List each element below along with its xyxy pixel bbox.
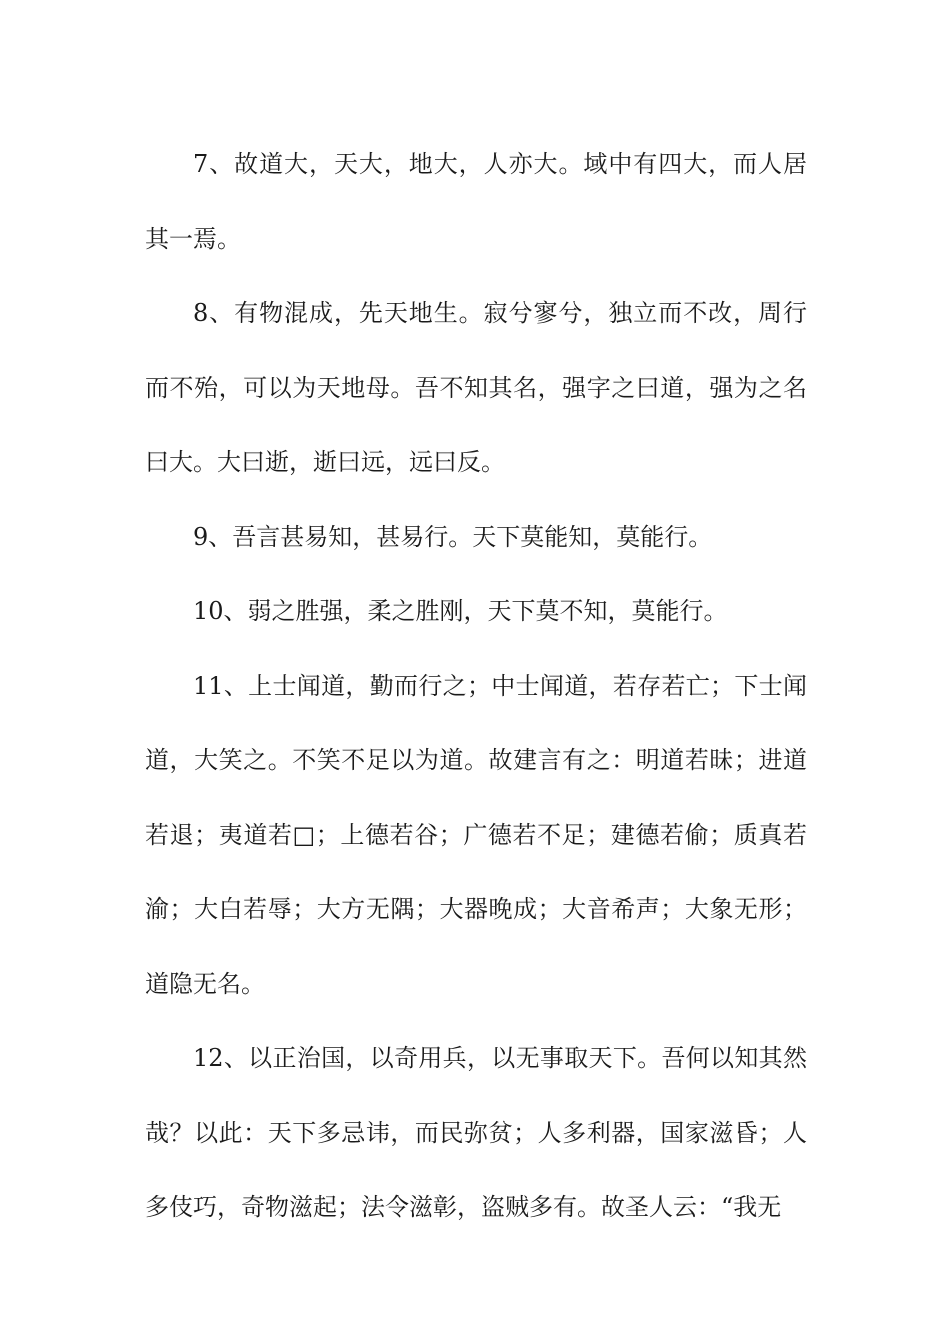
paragraph-8: 8、有物混成，先天地生。寂兮寥兮，独立而不改，周行而不殆，可以为天地母。吾不知其名，强字之曰道，强为之名曰大。大曰逝，逝曰远，远曰反。 bbox=[145, 299, 807, 476]
document-body bbox=[145, 127, 807, 1245]
paragraph-10: 10、弱之胜强，柔之胜刚，天下莫不知，莫能行。 bbox=[193, 597, 728, 625]
paragraph-9: 9、吾言甚易知，甚易行。天下莫能知，莫能行。 bbox=[193, 522, 713, 551]
paragraph-12: 12、以正治国，以奇用兵，以无事取天下。吾何以知其然哉？以此：天下多忌讳，而民弥贫；人多利器，国家滋昏；人多伎巧，奇物滋起；法令滋彰，盗贼多有。故圣人云：“我无 bbox=[145, 1044, 807, 1221]
paragraph-11: 11、上士闻道，勤而行之；中士闻道，若存若亡；下士闻道，大笑之。不笑不足以为道。故建言有之：明道若昧；进道若退；夷道若□；上德若谷；广德若不足；建德若偷；质真若渝；大白若辱；大方无隅；大器晚成；大音希声；大象无形；道隐无名。 bbox=[145, 671, 807, 998]
paragraph-7: 7、故道大，天大，地大，人亦大。域中有四大，而人居其一焉。 bbox=[145, 150, 807, 253]
